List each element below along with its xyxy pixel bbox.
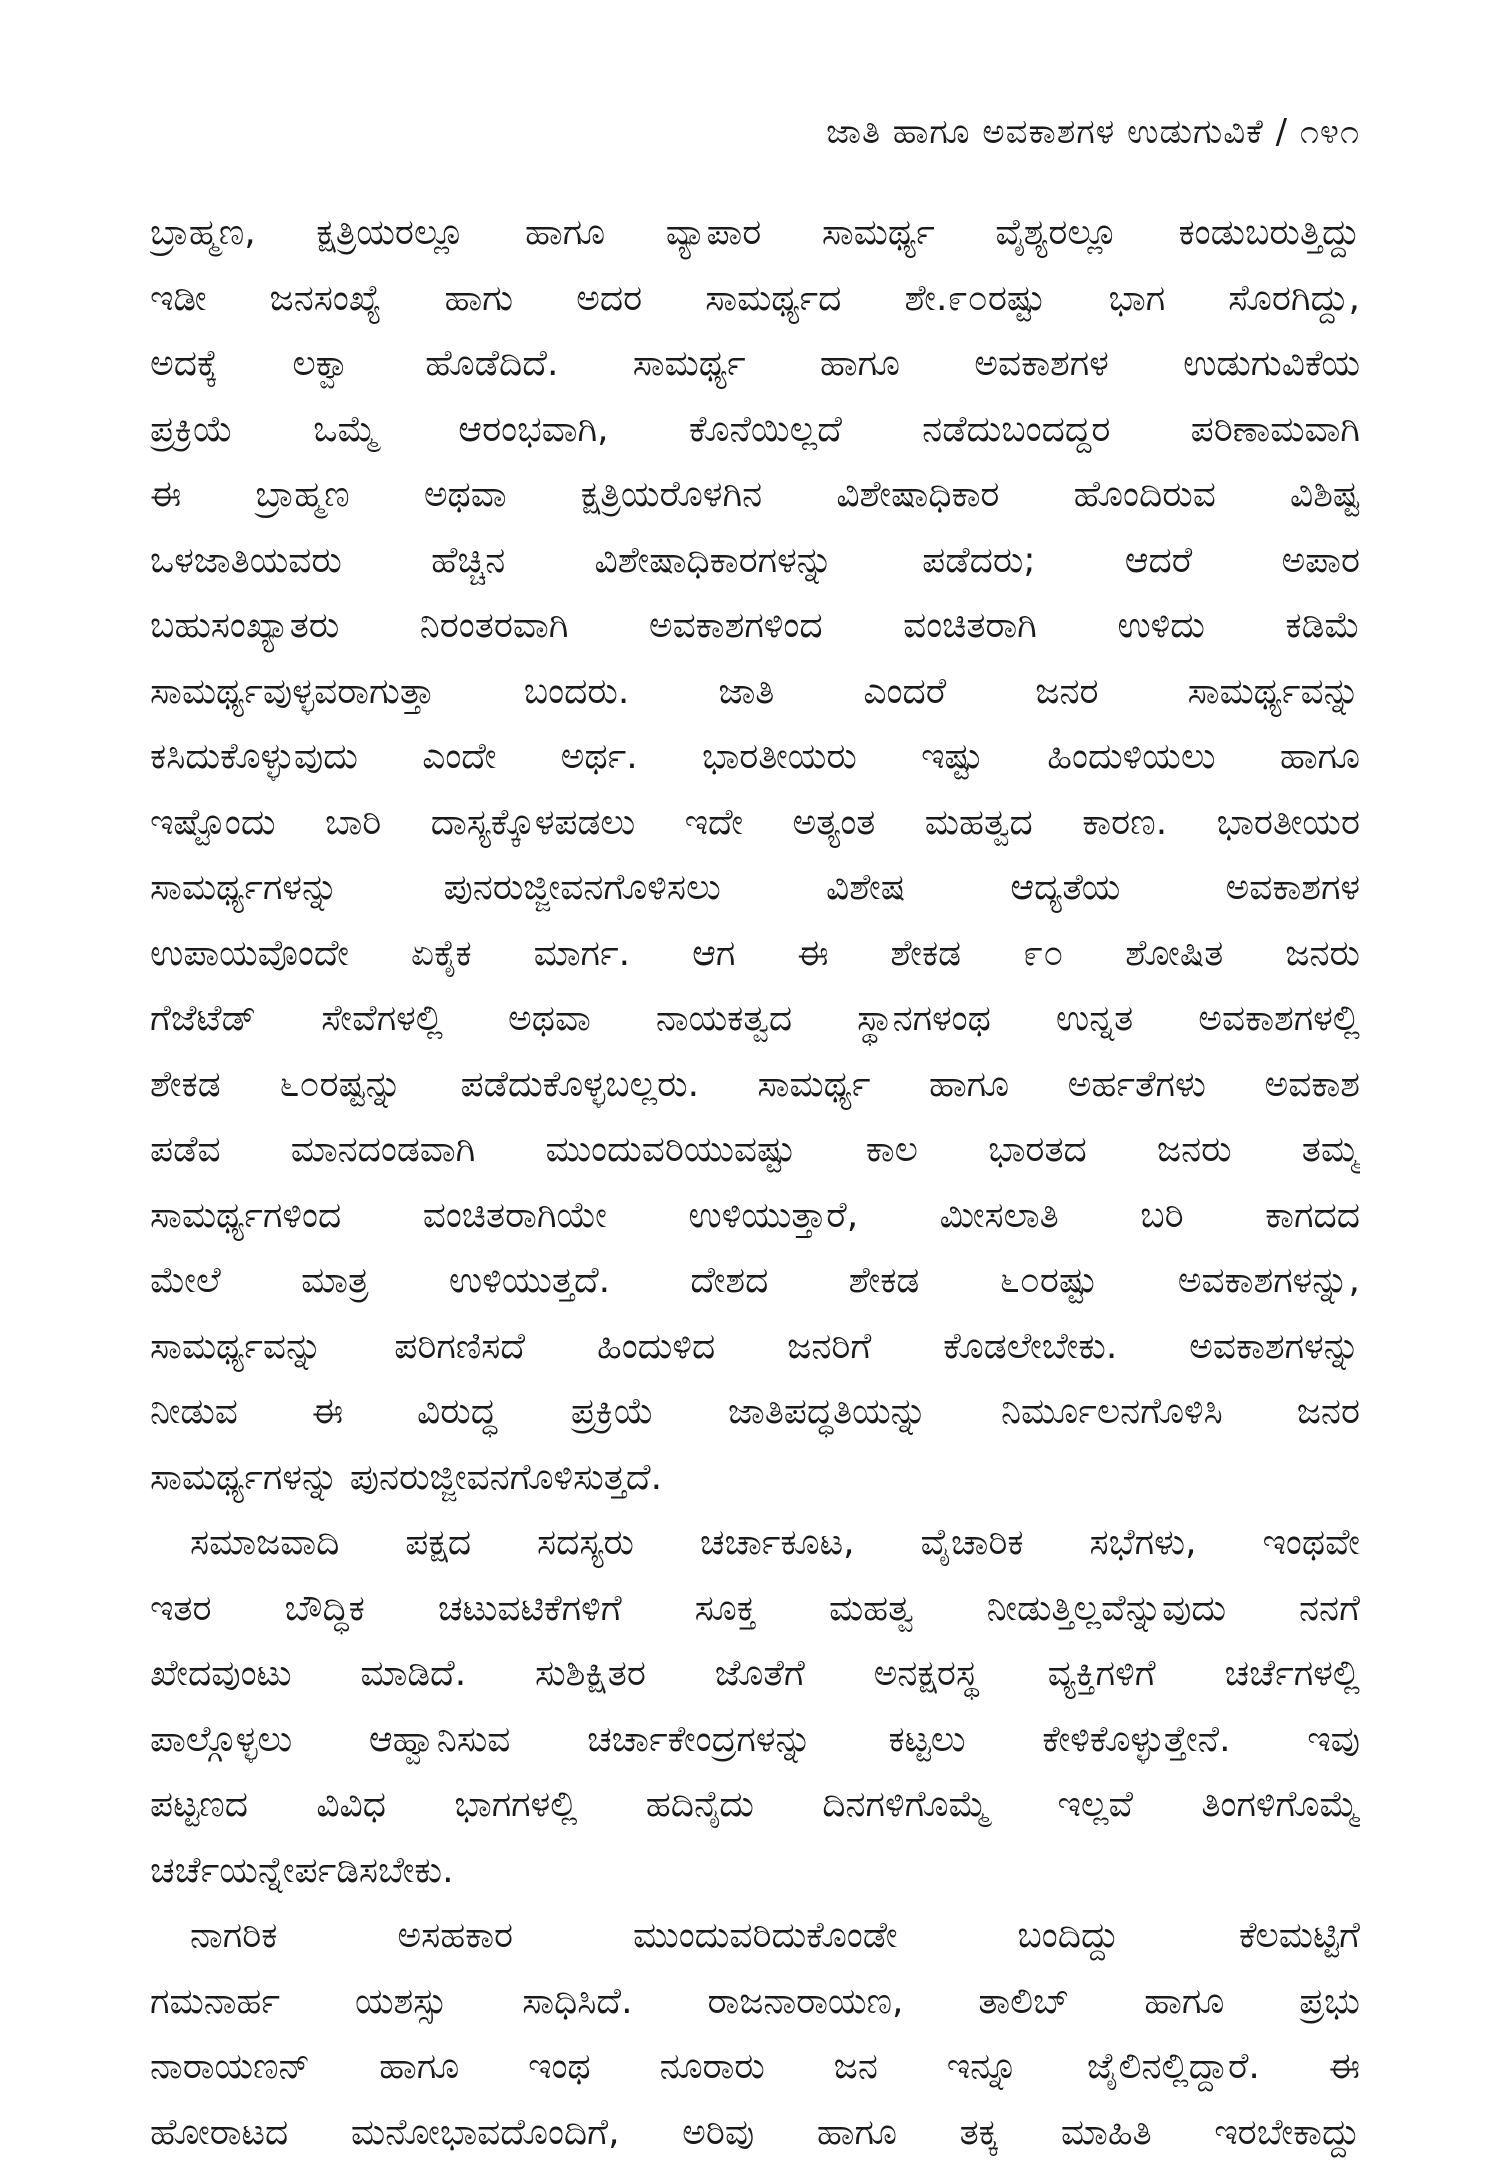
- text-line: ಇಷ್ಟೊಂದು ಬಾರಿ ದಾಸ್ಯಕ್ಕೊಳಪಡಲು ಇದೇ ಅತ್ಯಂತ ಮಹತ್ವದ ಕಾರಣ. ಭಾರತೀಯರ: [150, 790, 1360, 856]
- text-line: ಹೋರಾಟದ ಮನೋಭಾವದೊಂದಿಗೆ, ಅರಿವು ಹಾಗೂ ತಕ್ಕ ಮಾಹಿತಿ ಇರಬೇಕಾದ್ದು: [150, 2100, 1360, 2165]
- text-line: ಕಸಿದುಕೊಳ್ಳುವುದು ಎಂದೇ ಅರ್ಥ. ಭಾರತೀಯರು ಇಷ್ಟು ಹಿಂದುಳಿಯಲು ಹಾಗೂ: [150, 724, 1360, 790]
- text-line: ಪಾಲ್ಗೊಳ್ಳಲು ಆಹ್ವಾನಿಸುವ ಚರ್ಚಾಕೇಂದ್ರಗಳನ್ನು ಕಟ್ಟಲು ಕೇಳಿಕೊಳ್ಳುತ್ತೇನೆ. ಇವು: [150, 1707, 1360, 1773]
- text-line: ಪಟ್ಟಣದ ವಿವಿಧ ಭಾಗಗಳಲ್ಲಿ ಹದಿನೈದು ದಿನಗಳಿಗೊಮ್ಮೆ ಇಲ್ಲವೆ ತಿಂಗಳಿಗೊಮ್ಮೆ: [150, 1772, 1360, 1838]
- text-line: ಇತರ ಬೌದ್ಧಿಕ ಚಟುವಟಿಕೆಗಳಿಗೆ ಸೂಕ್ತ ಮಹತ್ವ ನೀಡುತ್ತಿಲ್ಲವೆನ್ನುವುದು ನನಗೆ: [150, 1576, 1360, 1642]
- text-line: ಸಮಾಜವಾದಿ ಪಕ್ಷದ ಸದಸ್ಯರು ಚರ್ಚಾಕೂಟ, ವೈಚಾರಿಕ ಸಭೆಗಳು, ಇಂಥವೇ: [150, 1510, 1360, 1576]
- body-text: [150, 200, 1360, 2165]
- text-line: ನೀಡುವ ಈ ವಿರುದ್ಧ ಪ್ರಕ್ರಿಯೆ ಜಾತಿಪದ್ಧತಿಯನ್ನು ನಿರ್ಮೂಲನಗೊಳಿಸಿ ಜನರ: [150, 1379, 1360, 1445]
- text-line: ಸಾಮರ್ಥ್ಯವನ್ನು ಪರಿಗಣಿಸದೆ ಹಿಂದುಳಿದ ಜನರಿಗೆ ಕೊಡಲೇಬೇಕು. ಅವಕಾಶಗಳನ್ನು: [150, 1314, 1360, 1380]
- text-line: ಸಾಮರ್ಥ್ಯಗಳನ್ನು ಪುನರುಜ್ಜೀವನಗೊಳಿಸಲು ವಿಶೇಷ ಆದ್ಯತೆಯ ಅವಕಾಶಗಳ: [150, 855, 1360, 921]
- running-header: ಜಾತಿ ಹಾಗೂ ಅವಕಾಶಗಳ ಉಡುಗುವಿಕೆ / ೧೪೧: [826, 112, 1360, 152]
- text-line: ಬಹುಸಂಖ್ಯಾತರು ನಿರಂತರವಾಗಿ ಅವಕಾಶಗಳಿಂದ ವಂಚಿತರಾಗಿ ಉಳಿದು ಕಡಿಮೆ: [150, 593, 1360, 659]
- text-line: ಪಡೆವ ಮಾನದಂಡವಾಗಿ ಮುಂದುವರಿಯುವಷ್ಟು ಕಾಲ ಭಾರತದ ಜನರು ತಮ್ಮ: [150, 1117, 1360, 1183]
- text-line: ಸಾಮರ್ಥ್ಯಗಳನ್ನು ಪುನರುಜ್ಜೀವನಗೊಳಿಸುತ್ತದೆ.: [150, 1445, 1360, 1511]
- text-line: ಗೆಜೆಟೆಡ್ ಸೇವೆಗಳಲ್ಲಿ ಅಥವಾ ನಾಯಕತ್ವದ ಸ್ಥಾನಗಳಂಥ ಉನ್ನತ ಅವಕಾಶಗಳಲ್ಲಿ: [150, 986, 1360, 1052]
- text-line: ನಾಗರಿಕ ಅಸಹಕಾರ ಮುಂದುವರಿದುಕೊಂಡೇ ಬಂದಿದ್ದು ಕೆಲಮಟ್ಟಿಗೆ: [150, 1903, 1360, 1969]
- text-line: ಶೇಕಡ ೬೦ರಷ್ಟನ್ನು ಪಡೆದುಕೊಳ್ಳಬಲ್ಲರು. ಸಾಮರ್ಥ್ಯ ಹಾಗೂ ಅರ್ಹತೆಗಳು ಅವಕಾಶ: [150, 1052, 1360, 1118]
- text-line: ಉಪಾಯವೊಂದೇ ಏಕೈಕ ಮಾರ್ಗ. ಆಗ ಈ ಶೇಕಡ ೯೦ ಶೋಷಿತ ಜನರು: [150, 921, 1360, 987]
- text-line: ಗಮನಾರ್ಹ ಯಶಸ್ಸು ಸಾಧಿಸಿದೆ. ರಾಜನಾರಾಯಣ, ತಾಲಿಬ್ ಹಾಗೂ ಪ್ರಭು: [150, 1969, 1360, 2035]
- text-line: ಖೇದವುಂಟು ಮಾಡಿದೆ. ಸುಶಿಕ್ಷಿತರ ಜೊತೆಗೆ ಅನಕ್ಷರಸ್ಥ ವ್ಯಕ್ತಿಗಳಿಗೆ ಚರ್ಚೆಗಳಲ್ಲಿ: [150, 1641, 1360, 1707]
- text-line: ನಾರಾಯಣನ್ ಹಾಗೂ ಇಂಥ ನೂರಾರು ಜನ ಇನ್ನೂ ಜೈಲಿನಲ್ಲಿದ್ದಾರೆ. ಈ: [150, 2034, 1360, 2100]
- text-line: ಚರ್ಚೆಯನ್ನೇರ್ಪಡಿಸಬೇಕು.: [150, 1838, 1360, 1904]
- text-line: ಅದಕ್ಕೆ ಲಕ್ವಾ ಹೊಡೆದಿದೆ. ಸಾಮರ್ಥ್ಯ ಹಾಗೂ ಅವಕಾಶಗಳ ಉಡುಗುವಿಕೆಯ: [150, 331, 1360, 397]
- text-line: ಒಳಜಾತಿಯವರು ಹೆಚ್ಚಿನ ವಿಶೇಷಾಧಿಕಾರಗಳನ್ನು ಪಡೆದರು; ಆದರೆ ಅಪಾರ: [150, 528, 1360, 594]
- text-line: ಸಾಮರ್ಥ್ಯವುಳ್ಳವರಾಗುತ್ತಾ ಬಂದರು. ಜಾತಿ ಎಂದರೆ ಜನರ ಸಾಮರ್ಥ್ಯವನ್ನು: [150, 659, 1360, 725]
- text-line: ಈ ಬ್ರಾಹ್ಮಣ ಅಥವಾ ಕ್ಷತ್ರಿಯರೊಳಗಿನ ವಿಶೇಷಾಧಿಕಾರ ಹೊಂದಿರುವ ವಿಶಿಷ್ಟ: [150, 462, 1360, 528]
- text-line: ಇಡೀ ಜನಸಂಖ್ಯೆ ಹಾಗು ಅದರ ಸಾಮರ್ಥ್ಯದ ಶೇ.೯೦ರಷ್ಟು ಭಾಗ ಸೊರಗಿದ್ದು,: [150, 266, 1360, 332]
- text-line: ಮೇಲೆ ಮಾತ್ರ ಉಳಿಯುತ್ತದೆ. ದೇಶದ ಶೇಕಡ ೬೦ರಷ್ಟು ಅವಕಾಶಗಳನ್ನು,: [150, 1248, 1360, 1314]
- text-line: ಸಾಮರ್ಥ್ಯಗಳಿಂದ ವಂಚಿತರಾಗಿಯೇ ಉಳಿಯುತ್ತಾರೆ, ಮೀಸಲಾತಿ ಬರಿ ಕಾಗದದ: [150, 1183, 1360, 1249]
- text-line: ಬ್ರಾಹ್ಮಣ, ಕ್ಷತ್ರಿಯರಲ್ಲೂ ಹಾಗೂ ವ್ಯಾಪಾರ ಸಾಮರ್ಥ್ಯ ವೈಶ್ಯರಲ್ಲೂ ಕಂಡುಬರುತ್ತಿದ್ದು: [150, 200, 1360, 266]
- text-line: ಪ್ರಕ್ರಿಯೆ ಒಮ್ಮೆ ಆರಂಭವಾಗಿ, ಕೊನೆಯಿಲ್ಲದೆ ನಡೆದುಬಂದದ್ದರ ಪರಿಣಾಮವಾಗಿ: [150, 397, 1360, 463]
